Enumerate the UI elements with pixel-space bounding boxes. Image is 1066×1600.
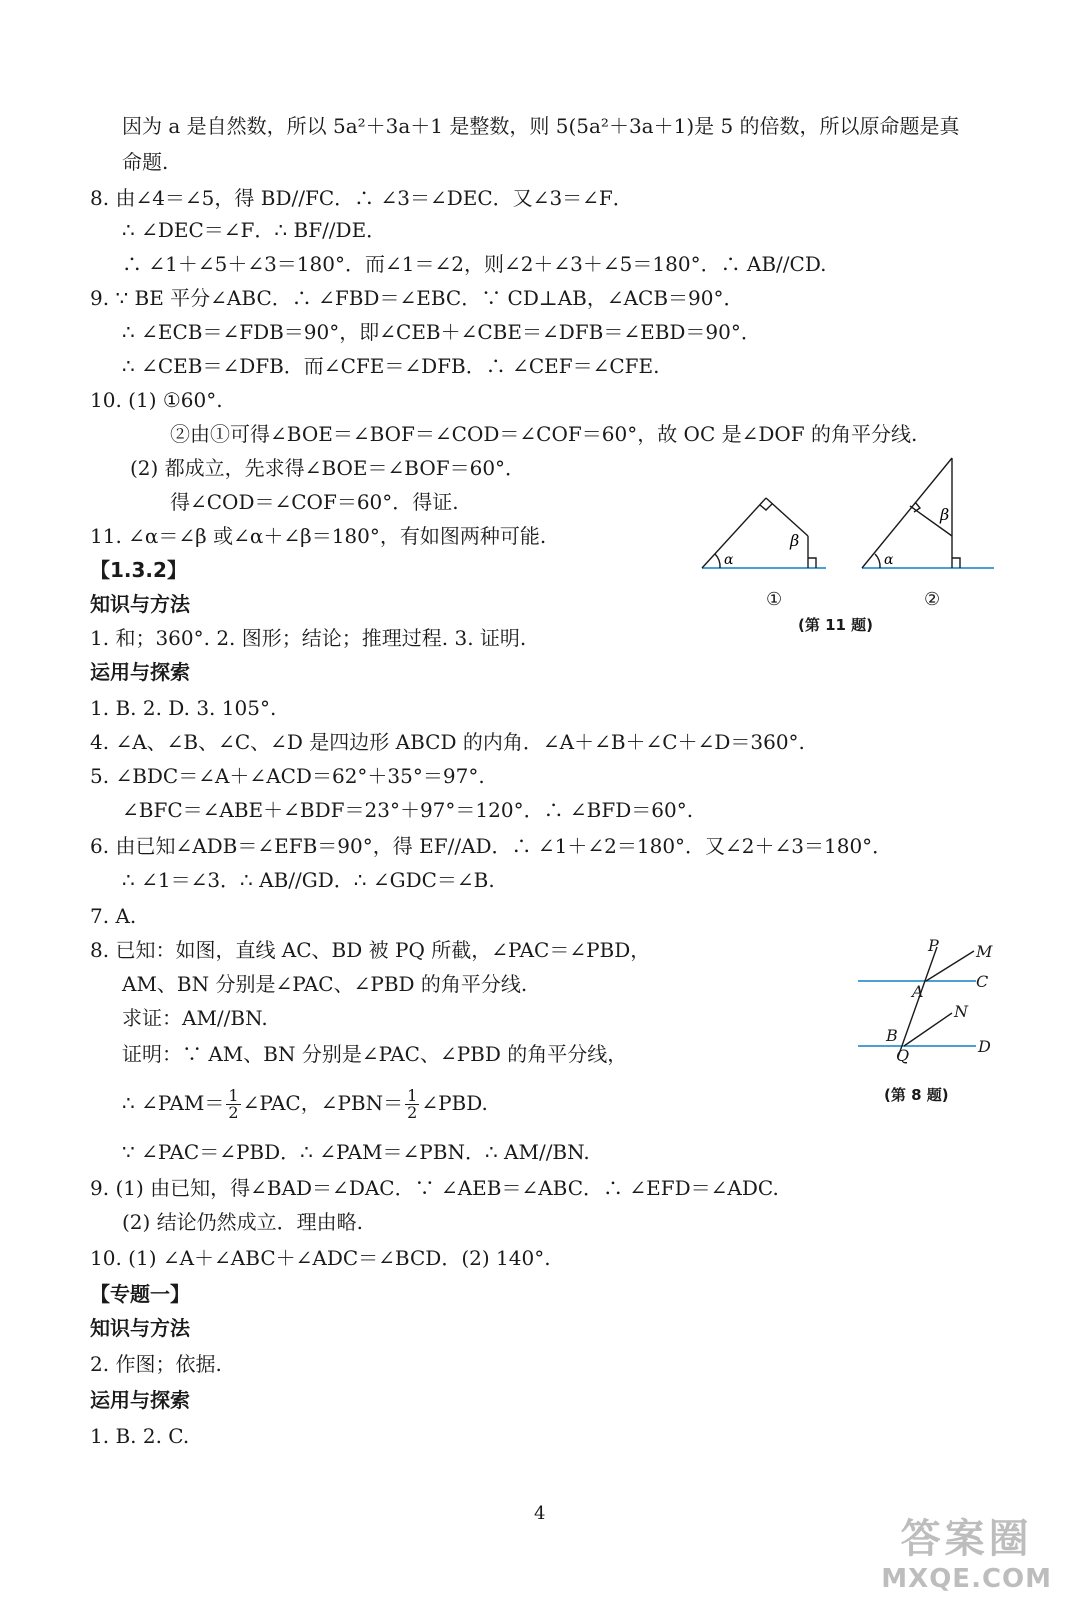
text-line: (2) 都成立，先求得∠BOE＝∠BOF＝60°． [130, 456, 526, 480]
text-line: 1. 和；360°. 2. 图形；结论；推理过程. 3. 证明. [90, 626, 527, 650]
point-b-label: B [886, 1026, 898, 1045]
point-a-label: A [912, 982, 924, 1001]
diagram-2 [862, 458, 994, 568]
right-angle-mark [760, 504, 772, 510]
ray-line [862, 458, 952, 568]
figure-8-diagram [850, 935, 1000, 1070]
answer-8: 8. 由∠4＝∠5，得 BD//FC．∴ ∠3＝∠DEC．又∠3＝∠F． [90, 186, 633, 210]
section-heading: 【1.3.2】 [90, 558, 187, 582]
text-line: ∴ ∠1＝∠3．∴ AB//GD．∴ ∠GDC＝∠B. [122, 868, 495, 892]
alpha-label: α [884, 552, 894, 568]
text-line: (2) 结论仍然成立．理由略. [122, 1210, 364, 1234]
text-line: 4. ∠A、∠B、∠C、∠D 是四边形 ABCD 的内角．∠A＋∠B＋∠C＋∠D＝360°. [90, 730, 805, 754]
alpha-label: α [724, 552, 734, 568]
beta-label: β [940, 505, 950, 524]
text-line: 5. ∠BDC＝∠A＋∠ACD＝62°＋35°＝97°. [90, 764, 485, 788]
subsection-heading: 运用与探索 [90, 660, 190, 684]
text-line: ∴ ∠DEC＝∠F．∴ BF//DE． [122, 218, 387, 242]
subsection-heading: 知识与方法 [90, 1316, 190, 1340]
right-angle-mark [808, 558, 816, 568]
fraction [226, 1088, 240, 1121]
text-line: 6. 由已知∠ADB＝∠EFB＝90°，得 EF//AD．∴ ∠1＋∠2＝180°．又∠2＋∠3＝180°． [90, 834, 893, 858]
watermark-text: 答案圈 [900, 1516, 1033, 1562]
text-line: 得∠COD＝∠COF＝60°．得证. [170, 490, 459, 514]
page-number: 4 [534, 1503, 546, 1524]
fraction [405, 1088, 419, 1121]
answer-9b: 9. (1) 由已知，得∠BAD＝∠DAC．∵ ∠AEB＝∠ABC．∴ ∠EFD＝∠ADC. [90, 1176, 779, 1200]
text-line: 1. B. 2. C. [90, 1424, 190, 1448]
point-m-label: M [976, 942, 993, 961]
right-angle-mark [952, 558, 960, 568]
text-line: ②由①可得∠BOE＝∠BOF＝∠COD＝∠COF＝60°，故 OC 是∠DOF 的角平分线. [170, 422, 918, 446]
text-segment: ∠PBD. [421, 1091, 488, 1115]
text-line: AM、BN 分别是∠PAC、∠PBD 的角平分线. [122, 972, 528, 996]
answer-10: 10. (1) ①60°. [90, 388, 223, 412]
figure-11-label-2: ② [924, 589, 941, 610]
point-p-label: P [928, 936, 939, 955]
fraction-numerator: 1 [228, 1086, 239, 1105]
fraction-denominator: 2 [407, 1103, 418, 1122]
figure-11-diagrams [690, 450, 1010, 580]
text-segment: ∠PAC，∠PBN＝ [242, 1091, 404, 1115]
ray-am [926, 951, 974, 981]
ray-line [702, 498, 766, 568]
section-heading: 【专题一】 [90, 1282, 190, 1306]
text-line: 7. A. [90, 904, 137, 928]
answer-10b: 10. (1) ∠A＋∠ABC＋∠ADC＝∠BCD．(2) 140°. [90, 1246, 551, 1270]
subsection-heading: 运用与探索 [90, 1388, 190, 1412]
point-c-label: C [976, 972, 989, 991]
text-line: ∵ ∠PAC＝∠PBD．∴ ∠PAM＝∠PBN．∴ AM//BN. [122, 1140, 590, 1164]
text-line: ∠BFC＝∠ABE＋∠BDF＝23°＋97°＝120°．∴ ∠BFD＝60°. [122, 798, 694, 822]
text-line: 2. 作图；依据. [90, 1352, 222, 1376]
diagram-1 [702, 498, 826, 568]
text-line: 证明：∵ AM、BN 分别是∠PAC、∠PBD 的角平分线， [122, 1042, 628, 1066]
watermark-url: MXQE.COM [881, 1564, 1052, 1594]
text-segment: ∴ ∠PAM＝ [122, 1091, 225, 1115]
figure-11-caption: (第 11 题) [798, 616, 874, 634]
text-line: 命题. [122, 150, 169, 174]
text-line: 1. B. 2. D. 3. 105°. [90, 696, 277, 720]
text-line: 8. 已知：如图，直线 AC、BD 被 PQ 所截，∠PAC＝∠PBD， [90, 938, 651, 962]
figure-11-label-1: ① [766, 589, 783, 610]
text-line: 因为 a 是自然数，所以 5a²＋3a＋1 是整数，则 5(5a²＋3a＋1)是 5 的倍数，所以原命题是真 [122, 114, 960, 138]
text-line-with-fractions [122, 1088, 488, 1121]
fraction-denominator: 2 [228, 1103, 239, 1122]
text-line: ∴ ∠CEB＝∠DFB．而∠CFE＝∠DFB．∴ ∠CEF＝∠CFE. [122, 354, 660, 378]
perpendicular-line [766, 498, 808, 536]
answer-9: 9. ∵ BE 平分∠ABC．∴ ∠FBD＝∠EBC．∵ CD⊥AB，∠ACB＝90°． [90, 286, 744, 310]
text-line: ∴ ∠ECB＝∠FDB＝90°，即∠CEB＋∠CBE＝∠DFB＝∠EBD＝90°． [122, 320, 761, 344]
subsection-heading: 知识与方法 [90, 592, 190, 616]
point-q-label: Q [896, 1046, 910, 1065]
figure-8-caption: (第 8 题) [884, 1086, 949, 1104]
point-n-label: N [954, 1002, 968, 1021]
angle-arc [875, 554, 880, 568]
watermark-logo [881, 1507, 1052, 1594]
angle-arc [715, 554, 720, 568]
beta-label: β [790, 531, 800, 550]
answer-11: 11. ∠α＝∠β 或∠α＋∠β＝180°，有如图两种可能. [90, 524, 547, 548]
line-pq [898, 947, 937, 1057]
point-d-label: D [978, 1037, 991, 1056]
text-line: 求证：AM//BN. [122, 1006, 268, 1030]
fraction-numerator: 1 [407, 1086, 418, 1105]
text-line: ∴ ∠1＋∠5＋∠3＝180°．而∠1＝∠2，则∠2＋∠3＋∠5＝180°．∴ AB//CD. [122, 252, 827, 276]
